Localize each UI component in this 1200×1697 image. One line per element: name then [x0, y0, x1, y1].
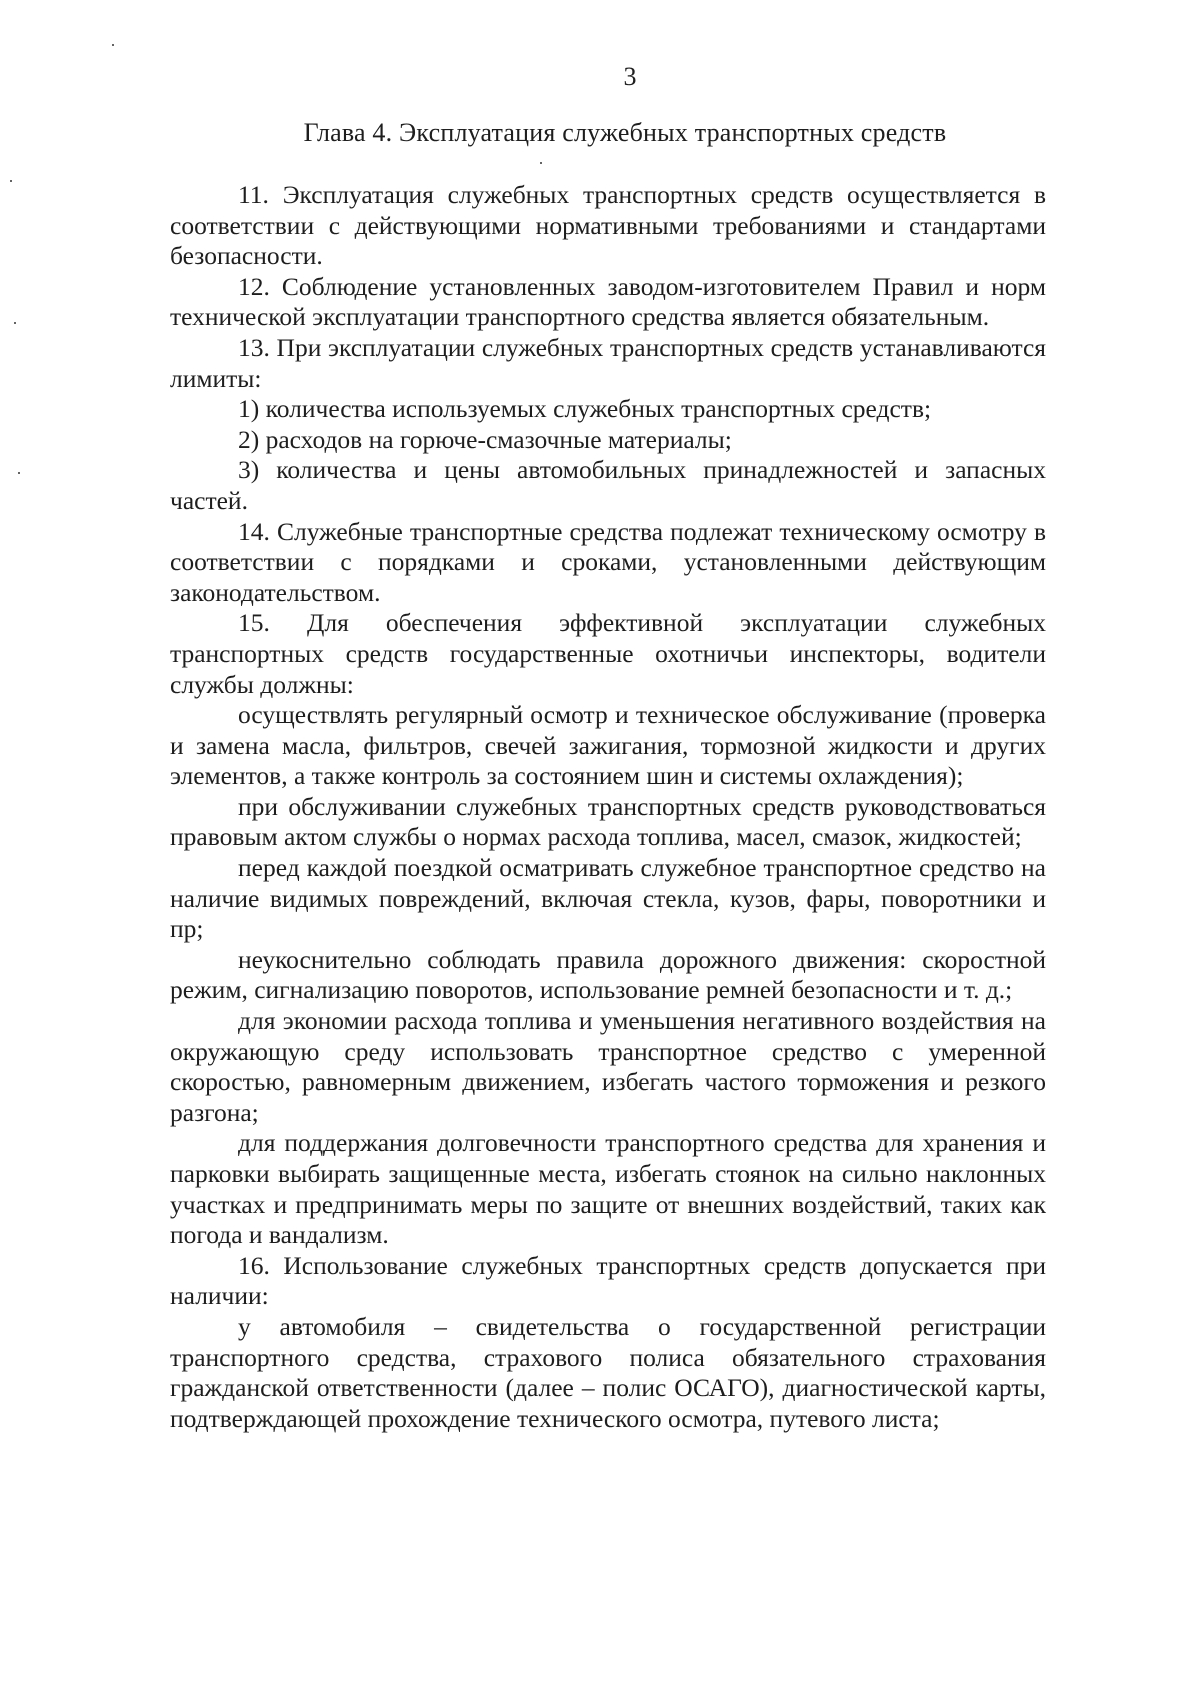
limit-item-2: 2) расходов на горюче-смазочные материалы;: [238, 424, 732, 454]
scan-speck: [10, 180, 12, 182]
requirement-item: у автомобиля – свидетельства о государственной регистрации транспортного средства, страхового полиса обязательного страхования гражданской ответственности (далее – полис ОСАГО), диагностической карты, подтверждающей прохождение технического осмотра, путевого листа;: [170, 1311, 1046, 1433]
duty-item: для экономии расхода топлива и уменьшения негативного воздействия на окружающую среду использовать транспортное средство с умеренной скоростью, равномерным движением, избегать частого торможения и резкого разгона;: [170, 1006, 1046, 1127]
paragraph-13: 13. При эксплуатации служебных транспортных средств устанавливаются лимиты:: [170, 332, 1046, 393]
limit-item-1: 1) количества используемых служебных транспортных средств;: [238, 394, 932, 424]
paragraph-14: 14. Служебные транспортные средства подлежат техническому осмотру в соответствии с порядками и сроками, установленными действующим законодательством.: [170, 516, 1046, 607]
scan-speck: [18, 472, 20, 474]
duty-item: неукоснительно соблюдать правила дорожного движения: скоростной режим, сигнализацию поворотов, использование ремней безопасности и т. д.;: [170, 944, 1046, 1005]
duty-item: для поддержания долговечности транспортного средства для хранения и парковки выбирать защищенные места, избегать стоянок на сильно наклонных участках и предпринимать меры по защите от внешних воздействий, таких как погода и вандализм.: [170, 1128, 1046, 1250]
paragraph-16: 16. Использование служебных транспортных средств допускается при наличии:: [170, 1250, 1046, 1311]
scan-speck: [14, 322, 16, 324]
duty-item: при обслуживании служебных транспортных средств руководствоваться правовым актом службы о нормах расхода топлива, масел, смазок, жидкостей;: [170, 791, 1046, 852]
paragraph-15: 15. Для обеспечения эффективной эксплуатации служебных транспортных средств государственные охотничьи инспекторы, водители службы должны:: [170, 608, 1046, 699]
paragraph-12: 12. Соблюдение установленных заводом-изготовителем Правил и норм технической эксплуатации транспортного средства является обязательным.: [170, 271, 1046, 332]
paragraph-11: 11. Эксплуатация служебных транспортных средств осуществляется в соответствии с действующими нормативными требованиями и стандартами безопасности.: [170, 180, 1046, 271]
limit-item-3: 3) количества и цены автомобильных принадлежностей и запасных частей.: [170, 455, 1046, 515]
scan-speck: [112, 44, 114, 46]
chapter-title: Глава 4. Эксплуатация служебных транспортных средств: [303, 118, 947, 147]
body-text: [170, 180, 1046, 1434]
duty-item: перед каждой поездкой осматривать служебное транспортное средство на наличие видимых повреждений, включая стекла, кузов, фары, поворотники и пр;: [170, 853, 1046, 944]
scan-speck: [540, 162, 542, 164]
duty-item: осуществлять регулярный осмотр и техническое обслуживание (проверка и замена масла, фильтров, свечей зажигания, тормозной жидкости и других элементов, а также контроль за состоянием шин и системы охлаждения);: [170, 700, 1046, 791]
page-number: 3: [623, 62, 637, 91]
